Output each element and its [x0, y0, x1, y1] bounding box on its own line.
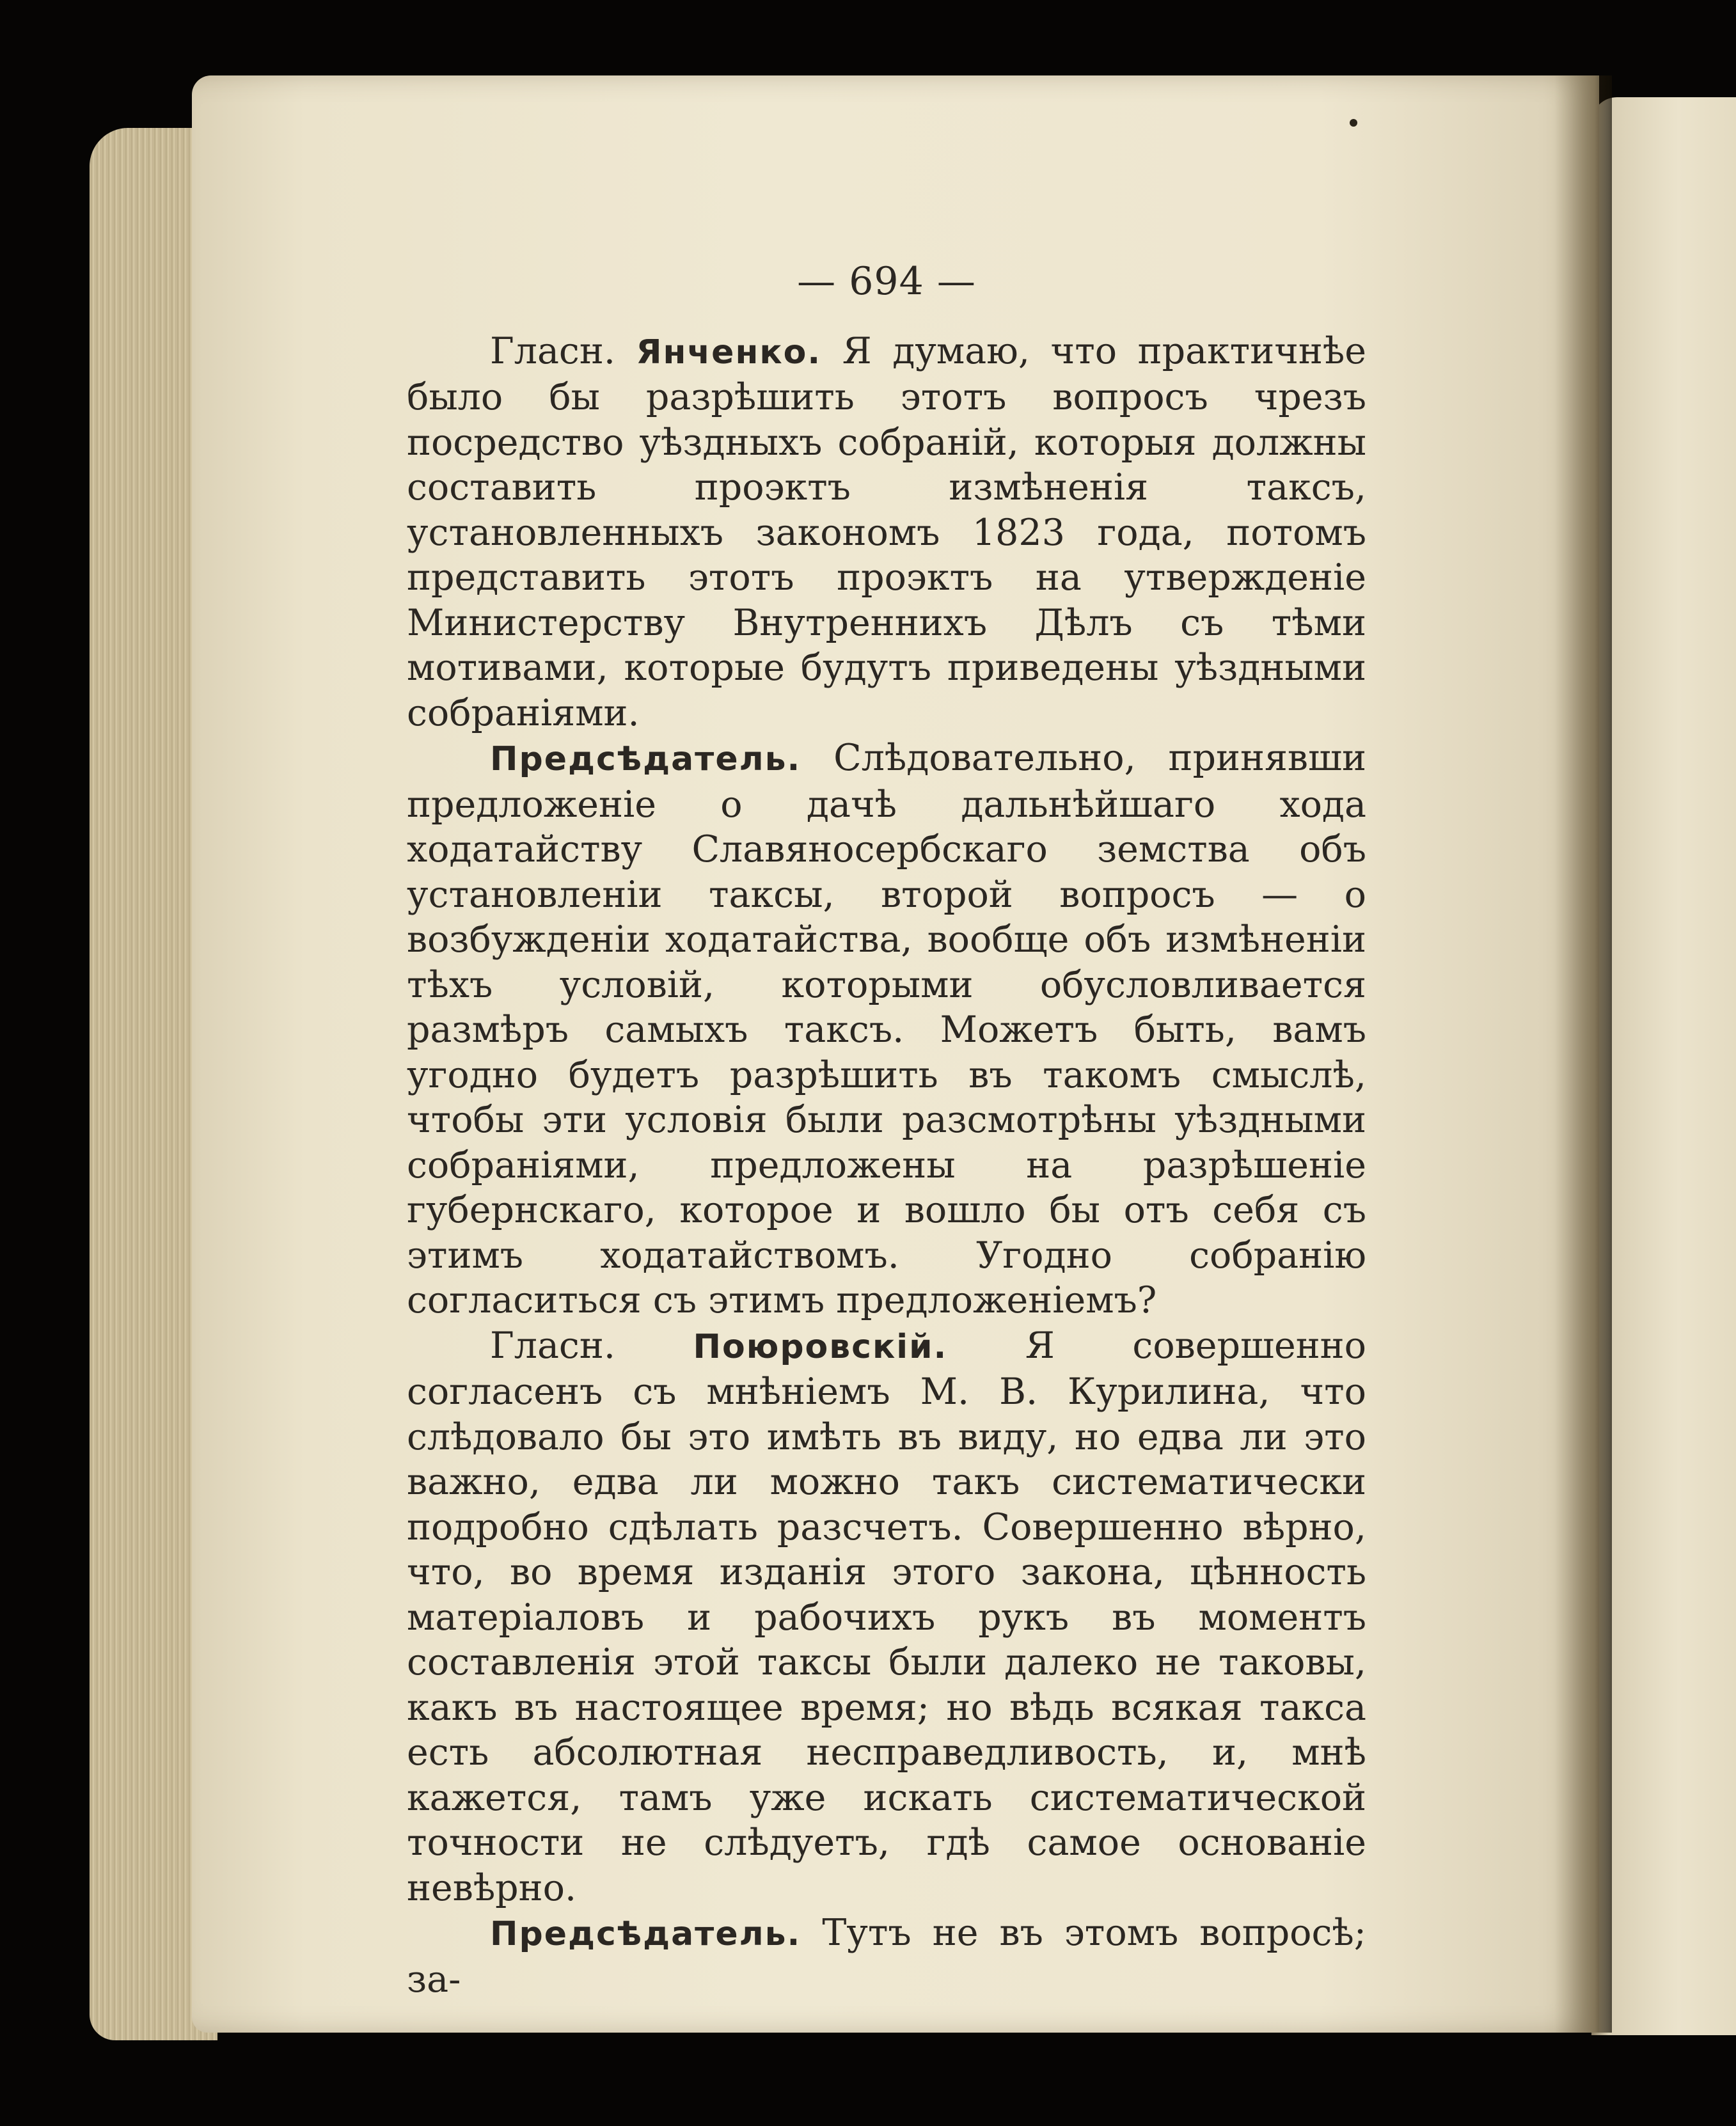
page-number: — 694 — — [797, 259, 976, 304]
paragraph — [407, 329, 1366, 736]
speaker-name: Поюровскій. — [693, 1327, 948, 1366]
speaker-name: Янченко. — [636, 333, 822, 372]
page-text — [407, 259, 1366, 2002]
paragraph-text: Слѣдовательно, принявши предложеніе о дачѣ дальнѣйшаго хода ходатайству Славяносербскаго земства объ установленіи таксы, второй вопросъ — о возбужденіи ходатайства, вообще объ измѣненіи тѣхъ условій, которыми обусловливается размѣръ самыхъ таксъ. Можетъ быть, вамъ угодно будетъ разрѣшить въ такомъ смыслѣ, чтобы эти условія были разсмотрѣны уѣздными собраніями, предложены на разрѣшеніе губернскаго, которое и вошло бы отъ себя съ этимъ ходатайствомъ. Угодно собранію согласиться съ этимъ предложеніемъ? — [407, 737, 1366, 1321]
speaker-title: Гласн. — [490, 329, 636, 372]
speaker-title: Гласн. — [490, 1324, 693, 1367]
paragraph-text: Я совершенно согласенъ съ мнѣніемъ М. В. Курилина, что слѣдовало бы это имѣть въ виду, но едва ли это важно, едва ли можно такъ систематически подробно сдѣлать разсчетъ. Совершенно вѣрно, что, во время изданія этого закона, цѣнность матеріаловъ и рабочихъ рукъ въ моментъ составленія этой таксы были далеко не таковы, какъ въ настоящее время; но вѣдь всякая такса есть абсолютная несправедливость, и, мнѣ кажется, тамъ уже искать систематической точности не слѣдуетъ, гдѣ самое основаніе невѣрно. — [407, 1324, 1366, 1909]
paragraph — [407, 1910, 1366, 2002]
paragraph — [407, 736, 1366, 1323]
paragraph-text: Тутъ не въ этомъ вопросѣ; за- — [407, 1912, 1366, 2001]
paragraph-text: Я думаю, что практичнѣе было бы разрѣшить этотъ вопросъ чрезъ посредство уѣздныхъ собраній, которыя должны составить проэктъ измѣненія таксъ, установленныхъ закономъ 1823 года, потомъ представить этотъ проэктъ на утвержденіе Министерству Внутреннихъ Дѣлъ съ тѣми мотивами, которые будутъ приведены уѣздными собраніями. — [407, 329, 1366, 734]
speaker-name: Предсѣдатель. — [490, 740, 801, 778]
paragraph — [407, 1323, 1366, 1911]
speaker-name: Предсѣдатель. — [490, 1915, 801, 1953]
ink-speck — [1350, 119, 1357, 127]
facing-page — [1591, 97, 1736, 2035]
spine-shadow — [1554, 75, 1612, 2033]
